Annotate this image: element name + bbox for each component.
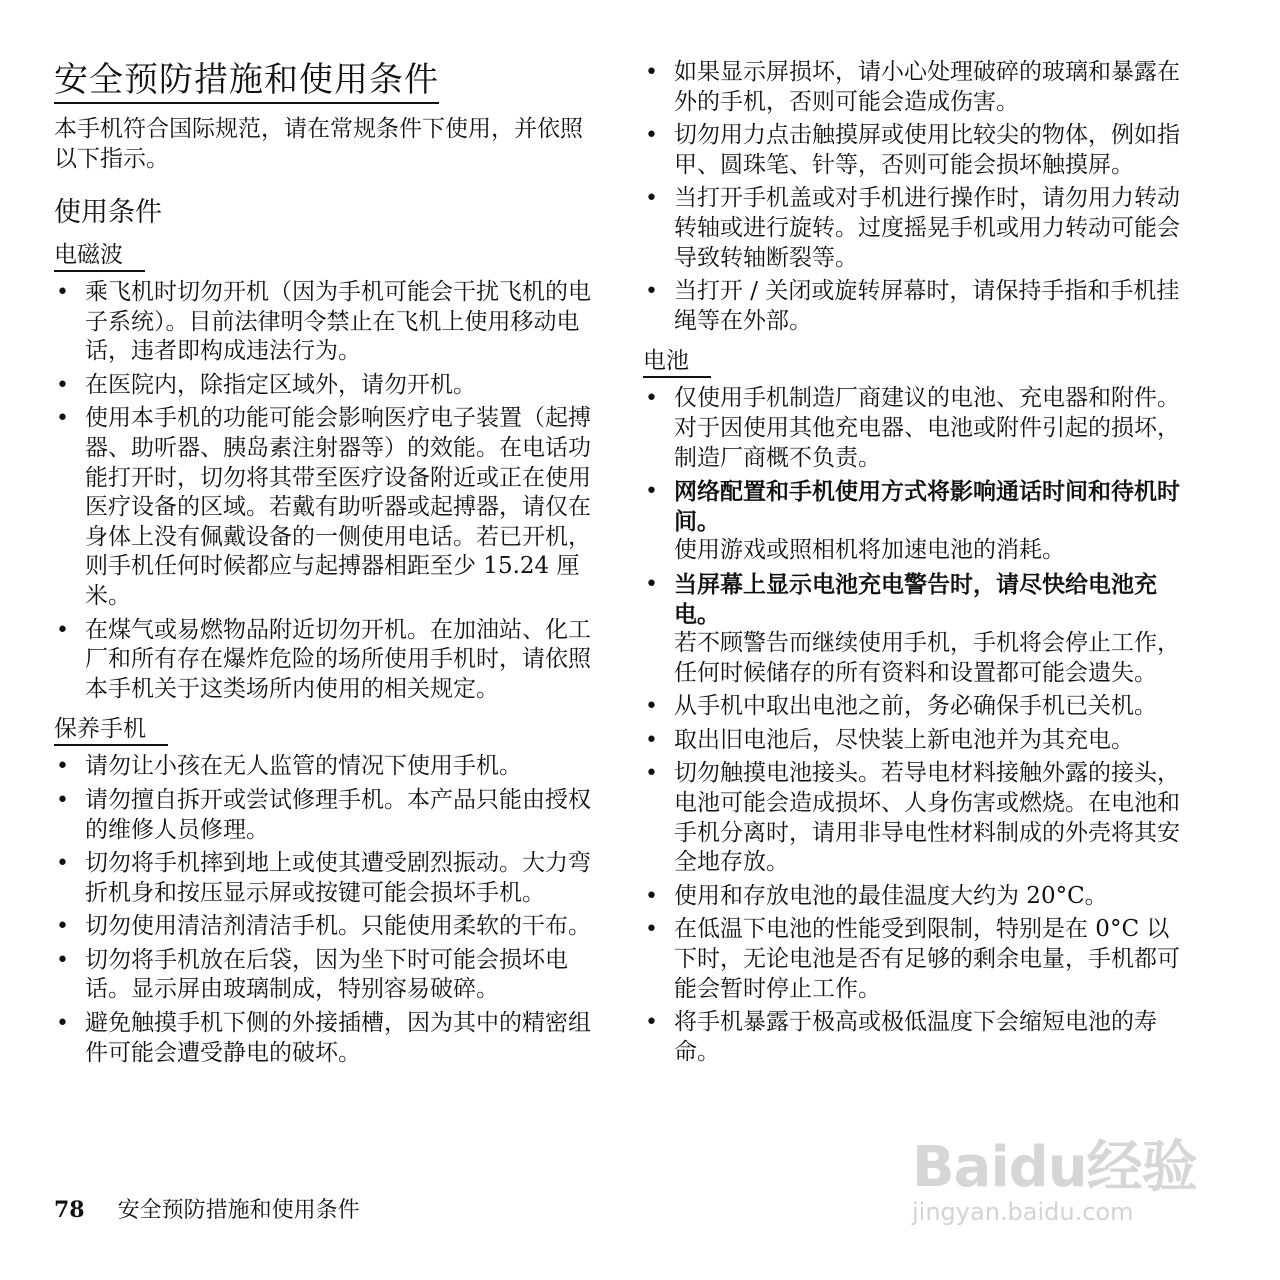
baidu-watermark <box>912 1135 1212 1228</box>
list-item: • 在低温下电池的性能受到限制，特别是在 0°C 以下时，无论电池是否有足够的剩余电量，手机都可能会暂时停止工作。 <box>643 915 1188 1004</box>
list-item: • 在医院内，除指定区域外，请勿开机。 <box>54 371 594 401</box>
list-item: • 当打开手机盖或对手机进行操作时，请勿用力转动转轴或进行旋转。过度摇晃手机或用力转动可能会导致转轴断裂等。 <box>643 184 1188 273</box>
page-footer <box>54 1196 360 1225</box>
subsection-title-em: 电磁波 <box>54 240 145 272</box>
list-item: • 请勿让小孩在无人监管的情况下使用手机。 <box>54 752 594 782</box>
page-number: 78 <box>54 1197 85 1223</box>
list-item: • 乘飞机时切勿开机（因为手机可能会干扰飞机的电子系统）。目前法律明令禁止在飞机上使用移动电话，违者即构成违法行为。 <box>54 278 594 367</box>
list-item: • 切勿触摸电池接头。若导电材料接触外露的接头，电池可能会造成损坏、人身伤害或燃烧。在电池和手机分离时，请用非导电性材料制成的外壳将其安全地存放。 <box>643 759 1188 877</box>
subsection-title-battery: 电池 <box>643 346 711 378</box>
right-column <box>643 58 1188 1071</box>
watermark-url: jingyan.baidu.com <box>912 1198 1134 1226</box>
list-item-emphasis: • 网络配置和手机使用方式将影响通话时间和待机时间。 <box>674 478 1180 535</box>
list-item: • 取出旧电池后，尽快装上新电池并为其充电。 <box>643 726 1188 756</box>
em-list <box>54 278 594 704</box>
section-title: 使用条件 <box>54 197 162 228</box>
list-item: • 切勿将手机摔到地上或使其遭受剧烈振动。大力弯折机身和按压显示屏或按键可能会损坏手机。 <box>54 849 594 908</box>
list-item: • 从手机中取出电池之前，务必确保手机已关机。 <box>643 692 1188 722</box>
list-item: • 仅使用手机制造厂商建议的电池、充电器和附件。对于因使用其他充电器、电池或附件引起的损坏，制造厂商概不负责。 <box>643 384 1188 473</box>
list-item-emphasis: • 当屏幕上显示电池充电警告时，请尽快给电池充电。 <box>674 570 1157 628</box>
list-item: • 避免触摸手机下侧的外接插槽，因为其中的精密组件可能会遭受静电的破坏。 <box>54 1009 594 1068</box>
left-column <box>54 58 594 1072</box>
list-item-detail: 使用游戏或照相机将加速电池的消耗。 <box>674 537 1065 564</box>
list-item: • 使用本手机的功能可能会影响医疗电子装置（起搏器、助听器、胰岛素注射器等）的效能。在电话功能打开时，切勿将其带至医疗设备附近或正在使用医疗设备的区域。若戴有助听器或起搏器，请仅在身体上没有佩戴设备的一侧使用电话。若已开机，则手机任何时候都应与起搏器相距至少 15.24 厘米。 <box>54 404 594 611</box>
list-item: • 使用和存放电池的最佳温度大约为 20°C。 <box>643 882 1188 912</box>
list-item: • 切勿使用清洁剂清洁手机。只能使用柔软的干布。 <box>54 912 594 942</box>
page-title: 安全预防措施和使用条件 <box>54 58 439 104</box>
intro-paragraph: 本手机符合国际规范，请在常规条件下使用，并依照以下指示。 <box>54 116 583 172</box>
list-item: • 将手机暴露于极高或极低温度下会缩短电池的寿命。 <box>643 1008 1188 1067</box>
list-item-detail: 若不顾警告而继续使用手机，手机将会停止工作，任何时候储存的所有资料和设置都可能会遗失。 <box>674 630 1180 686</box>
care-list <box>54 752 594 1068</box>
list-item: • 请勿擅自拆开或尝试修理手机。本产品只能由授权的维修人员修理。 <box>54 786 594 845</box>
watermark-logo: Baidu经验 <box>912 1135 1197 1200</box>
care-continued-list <box>643 58 1188 336</box>
list-item: • 切勿将手机放在后袋，因为坐下时可能会损坏电话。显示屏由玻璃制成，特别容易破碎。 <box>54 946 594 1005</box>
running-title: 安全预防措施和使用条件 <box>117 1198 360 1223</box>
list-item <box>643 477 1188 566</box>
list-item: • 在煤气或易燃物品附近切勿开机。在加油站、化工厂和所有存在爆炸危险的场所使用手机时，请依照本手机关于这类场所内使用的相关规定。 <box>54 616 594 705</box>
list-item: • 切勿用力点击触摸屏或使用比较尖的物体，例如指甲、圆珠笔、针等，否则可能会损坏触摸屏。 <box>643 121 1188 180</box>
subsection-title-care: 保养手机 <box>54 714 168 746</box>
list-item: • 当打开 / 关闭或旋转屏幕时，请保持手指和手机挂绳等在外部。 <box>643 277 1188 336</box>
battery-list <box>643 384 1188 1067</box>
list-item: • 如果显示屏损坏，请小心处理破碎的玻璃和暴露在外的手机，否则可能会造成伤害。 <box>643 58 1188 117</box>
list-item <box>643 570 1188 688</box>
